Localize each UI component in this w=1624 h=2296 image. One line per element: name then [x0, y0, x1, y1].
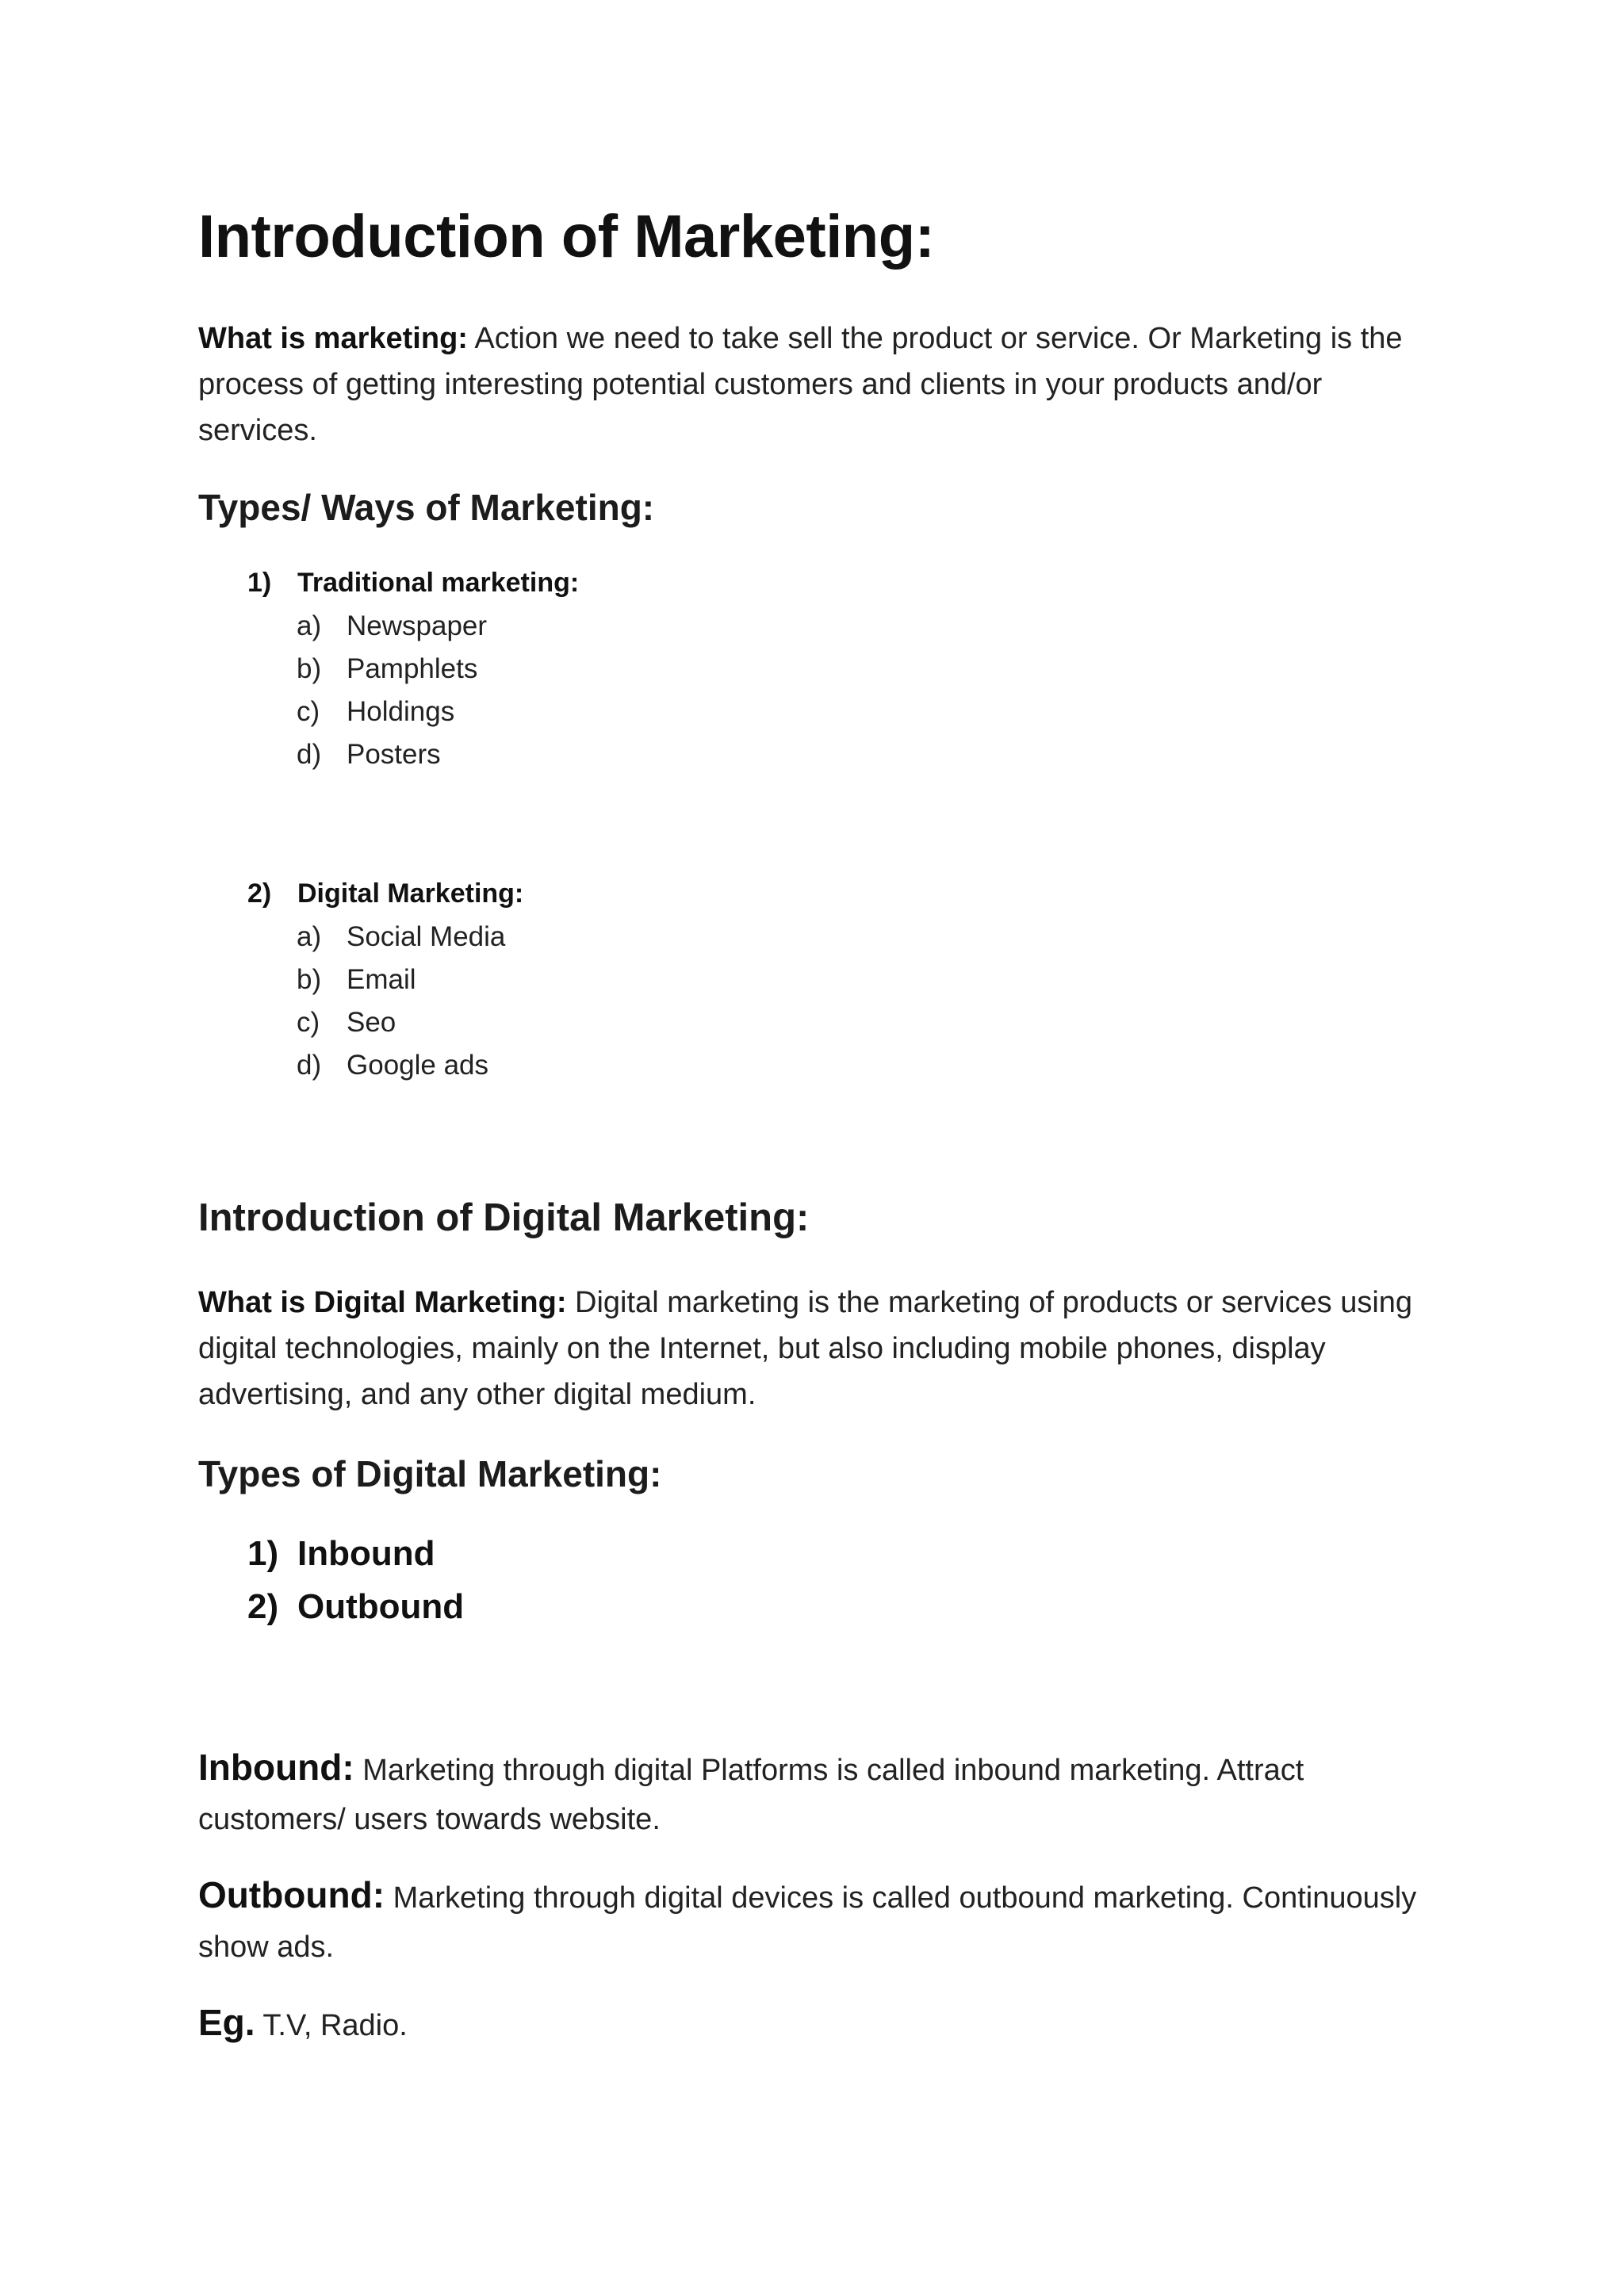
list-number: 2) [247, 878, 272, 909]
list-number: 1) [247, 1534, 279, 1573]
outbound-text: Marketing through digital devices is called outbound marketing. Continuously show ads. [198, 1881, 1417, 1964]
sub-item-letter: b) [297, 653, 322, 684]
inbound-text: Marketing through digital Platforms is called inbound marketing. Attract customers/ users towards website. [198, 1754, 1304, 1836]
sub-item-text: Seo [347, 1007, 396, 1038]
list-item-label: Traditional marketing: [297, 568, 580, 598]
sub-item-text: Newspaper [347, 610, 488, 641]
digital-definition [198, 1280, 1467, 1418]
sub-item-letter: c) [297, 696, 320, 727]
outbound-label: Outbound: [198, 1874, 385, 1915]
list-item-label: Digital Marketing: [297, 878, 524, 909]
digital-heading: Introduction of Digital Marketing: [198, 1196, 810, 1239]
types-heading: Types/ Ways of Marketing: [198, 487, 655, 528]
marketing-definition-label: What is marketing: [198, 322, 468, 355]
digital-types-heading: Types of Digital Marketing: [198, 1453, 662, 1494]
sub-item-letter: a) [297, 610, 322, 641]
digital-definition-text: Digital marketing is the marketing of products or services using digital technologies, mainly on the Internet, but also including mobile phones, display advertising, and any other digital medium. [198, 1286, 1413, 1411]
page-title: Introduction of Marketing: [198, 203, 935, 270]
sub-item-letter: a) [297, 921, 322, 952]
list-number: 2) [247, 1587, 279, 1626]
inbound-paragraph [198, 1743, 1435, 1844]
sub-item-text: Holdings [347, 696, 455, 727]
example-text: T.V, Radio. [255, 2009, 408, 2042]
outbound-paragraph [198, 1870, 1451, 1972]
digital-definition-label: What is Digital Marketing: [198, 1286, 567, 1319]
list-item-label: Outbound [297, 1587, 465, 1626]
inbound-label: Inbound: [198, 1747, 354, 1788]
list-number: 1) [247, 568, 272, 598]
example-label: Eg. [198, 2002, 255, 2043]
sub-item-text: Email [347, 964, 416, 995]
sub-item-text: Pamphlets [347, 653, 478, 684]
marketing-definition-text: Action we need to take sell the product or service. Or Marketing is the process of getting interesting potential customers and clients in your products and/or services. [198, 322, 1403, 447]
sub-item-text: Google ads [347, 1050, 489, 1081]
sub-item-letter: b) [297, 964, 322, 995]
sub-item-text: Posters [347, 739, 441, 770]
sub-item-letter: c) [297, 1007, 320, 1038]
list-item-label: Inbound [297, 1534, 435, 1573]
example-line [198, 1998, 1388, 2050]
sub-item-letter: d) [297, 739, 322, 770]
marketing-definition [198, 316, 1443, 453]
sub-item-letter: d) [297, 1050, 322, 1081]
sub-item-text: Social Media [347, 921, 506, 952]
